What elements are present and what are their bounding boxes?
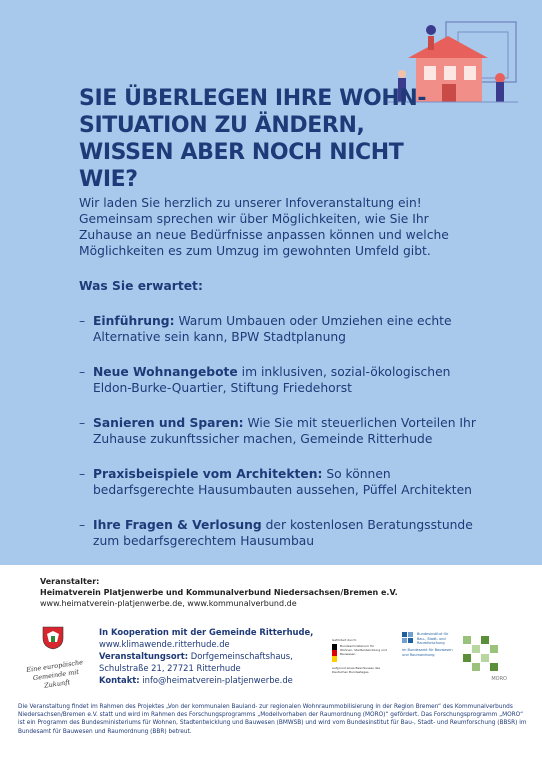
moro-grid-icon: [463, 636, 499, 672]
venue-line: Veranstaltungsort: Dorfgemeinschaftshaus,: [99, 651, 293, 661]
organizer-websites: www.heimatverein-platjenwerbe.de, www.kommunalverbund.de: [40, 599, 297, 608]
bbsr-logo: [402, 632, 458, 682]
list-item: – Einführung: Warum Umbauen oder Umziehen eine echte Alternative sein kann, BPW Stadtplanung: [79, 314, 452, 344]
organizer-block: [40, 576, 398, 609]
contact-line: Kontakt: info@heimatverein-platjenwerbe.de: [99, 675, 293, 685]
municipality-slogan: Eine europäische Gemeinde mit Zukunft: [25, 658, 84, 690]
cooperation-block: [99, 626, 313, 686]
bbsr-mark-icon: [402, 632, 414, 646]
logo2-name: Bundesinstitut für Bau-, Stadt- und Raumforschung: [417, 632, 449, 645]
intro-text: Wir laden Sie herzlich zu unserer Infoveranstaltung ein! Gemeinsam sprechen wir über Möglichkeiten, wie Sie Ihr Zuhause an neue Bedürfnisse anpassen können und welche Möglichkeiten es zum Umzug im gewohnten Umfeld gibt.: [79, 196, 449, 258]
bmwsb-logo: [332, 638, 392, 682]
list-item: – Neue Wohnangebote im inklusiven, sozial-ökologischen Eldon-Burke-Quartier, Stiftung Friedehorst: [79, 365, 451, 395]
logo1-note: aufgrund eines Beschlusses des Deutschen Bundestages: [332, 666, 381, 674]
logo1-label: Gefördert durch:: [332, 638, 357, 642]
footnote-text: Die Veranstaltung findet im Rahmen des Projektes „Von der kommunalen Bauland- zur regionalen Wohnraummobilisierung in der Region Bremen“ des Kommunalverbunds Niedersachsen/Bremen e.V. statt und wird im Rahmen des Forschungsprogramms „Modellvorhaben der Raumordnung (MORO)“ gefördert. Das Forschungsprogramm „MORO“ ist ein Programm des Bundesministeriums für Wohnen, Stadtentwicklung und Bauwesen (BMWSB) und wird vom Bundesinstitut für Bau-, Stadt- und Reumforschung (BBSR) im Bundesamt für Bauwesen und Raumordnung (BBR) betreut.: [18, 704, 527, 735]
organizer-label: Veranstalter:: [40, 577, 100, 586]
footnote: [18, 703, 528, 736]
list-item: – Ihre Fragen & Verlosung der kostenlosen Beratungsstunde zum bedarfsgerechtem Hausumbau: [79, 518, 473, 548]
venue-address: Schulstraße 21, 27721 Ritterhude: [99, 663, 241, 673]
page-title: SIE ÜBERLEGEN IHRE WOHN-SITUATION ZU ÄNDERN, WISSEN ABER NOCH NICHT WIE?: [79, 86, 427, 192]
cooperation-website: www.klimawende.ritterhude.de: [99, 639, 230, 649]
moro-label: MORO: [491, 676, 507, 682]
organizer-names: Heimatverein Platjenwerbe und Kommunalverbund Niedersachsen/Bremen e.V.: [40, 588, 398, 597]
logo2-sub: im Bundesamt für Bauwesen und Raumordnung: [402, 648, 453, 657]
moro-logo: [463, 636, 511, 686]
german-flag-icon: [332, 644, 337, 662]
cooperation-title: In Kooperation mit der Gemeinde Ritterhude,: [99, 627, 314, 637]
logo1-body: [332, 644, 392, 662]
expect-heading: Was Sie erwartet:: [79, 279, 203, 293]
agenda-list: [79, 313, 489, 568]
list-item: – Sanieren und Sparen: Wie Sie mit steuerlichen Vorteilen Ihr Zuhause zukunftssicher machen, Gemeinde Ritterhude: [79, 416, 476, 446]
logo2-body: [402, 632, 458, 646]
coat-of-arms-icon: [42, 626, 64, 650]
list-item: – Praxisbeispiele vom Architekten: So können bedarfsgerechte Hausumbauten aussehen, Püffel Architekten: [79, 467, 472, 497]
logo1-ministry: Bundesministerium für Wohnen, Stadtentwicklung und Bauwesen: [340, 644, 387, 656]
